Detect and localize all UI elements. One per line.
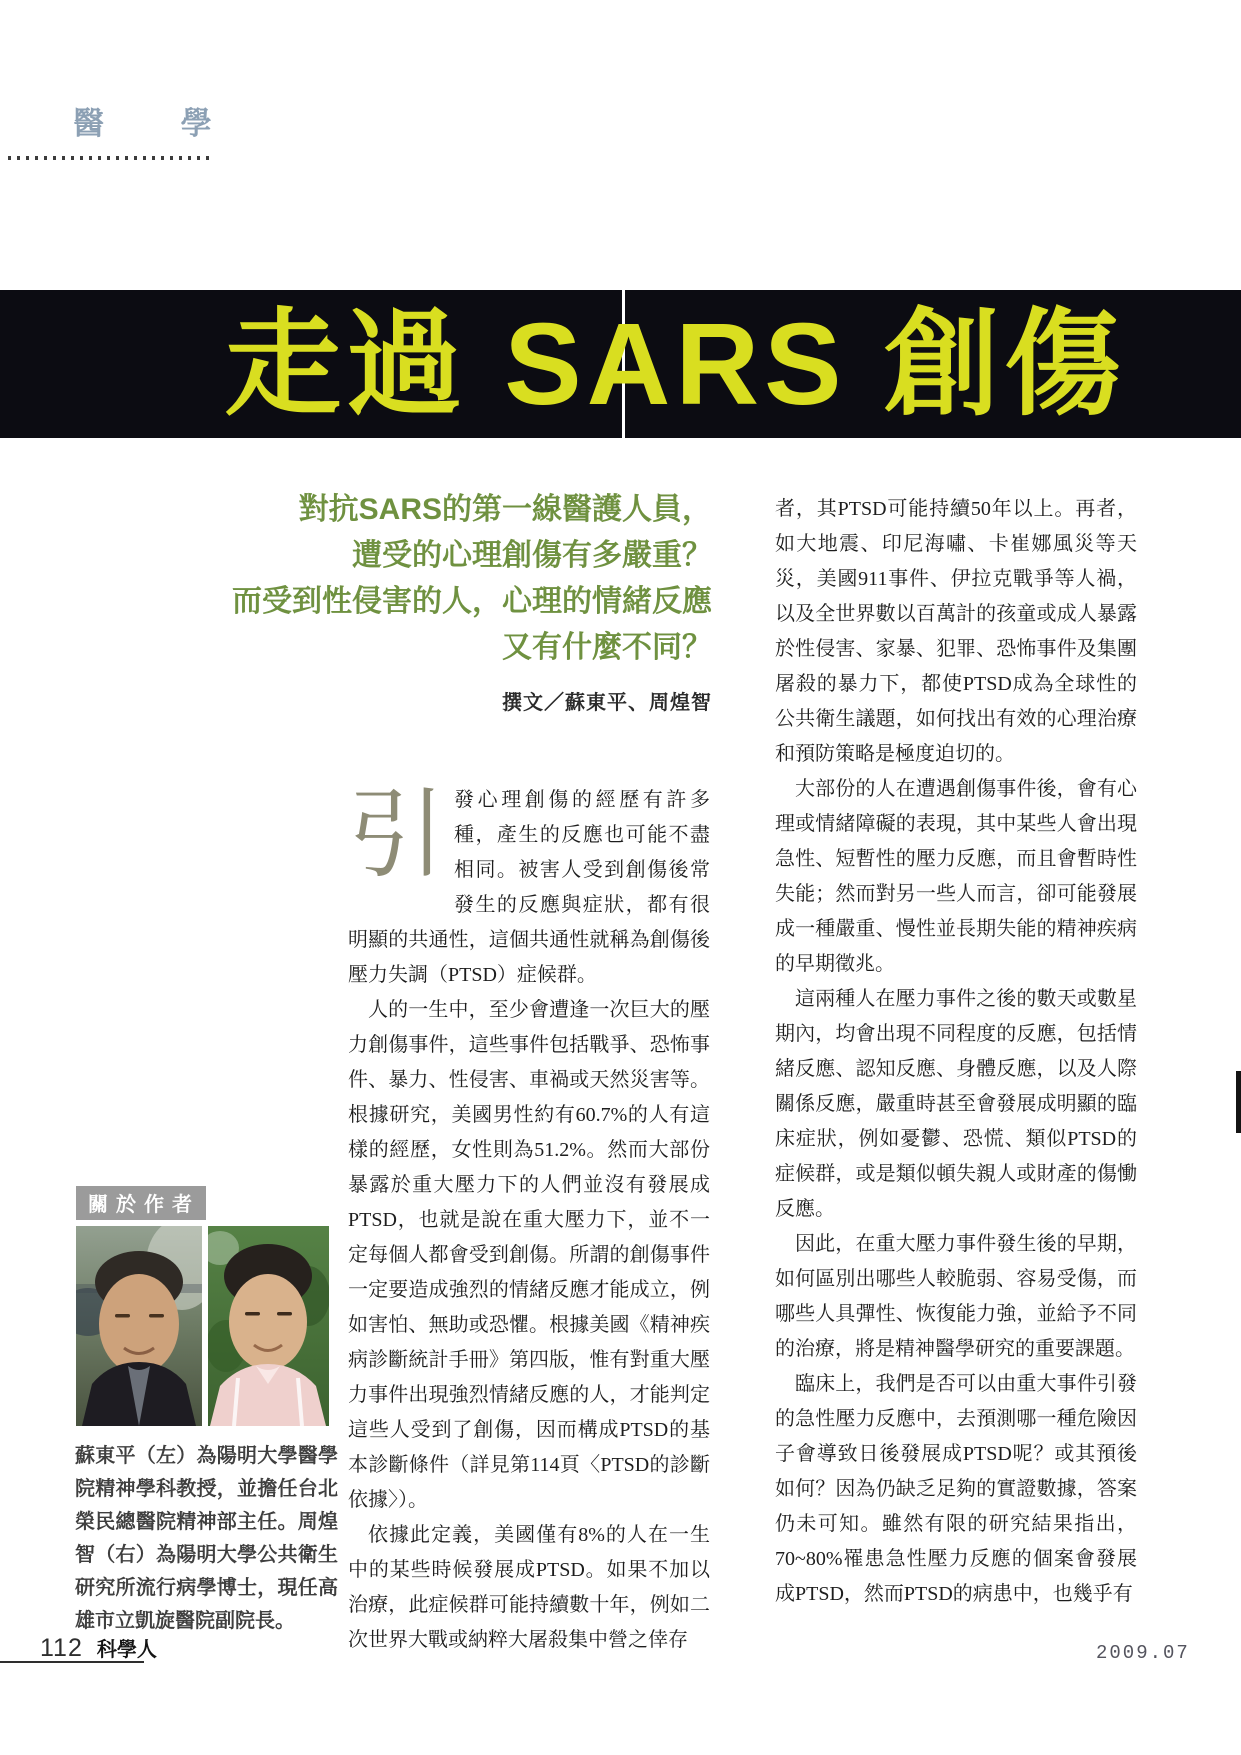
issue-date: 2009.07 bbox=[1096, 1642, 1190, 1664]
author-photo-left bbox=[76, 1226, 202, 1426]
magazine-name: 科學人 bbox=[96, 1639, 157, 1661]
page-number: 112 bbox=[40, 1634, 83, 1662]
paragraph bbox=[348, 783, 710, 993]
section-category-label: 醫 學 bbox=[73, 106, 246, 141]
paragraph: 人的一生中，至少會遭逢一次巨大的壓力創傷事件，這些事件包括戰爭、恐怖事件、暴力、性侵害、車禍或天然災害等。根據研究，美國男性約有60.7%的人有這樣的經歷，女性則為51.2%。然而大部份暴露於重大壓力下的人們並沒有發展成PTSD，也就是說在重大壓力下，並不一定每個人都會受到創傷。所謂的創傷事件一定要造成強烈的情緒反應才能成立，例如害怕、無助或恐懼。根據美國《精神疾病診斷統計手冊》第四版，惟有對重大壓力事件出現強烈情緒反應的人，才能判定這些人受到了創傷，因而構成PTSD的基本診斷條件（詳見第114頁〈PTSD的診斷依據〉）。 bbox=[348, 999, 710, 1511]
page-edge-mark bbox=[1236, 1071, 1241, 1133]
intro-line: 遭受的心理創傷有多嚴重？ bbox=[352, 539, 712, 572]
intro-line: 又有什麼不同？ bbox=[502, 631, 712, 664]
intro-line: 而受到性侵害的人，心理的情緒反應 bbox=[232, 585, 712, 618]
article-title: 走過 SARS 創傷 bbox=[225, 299, 1126, 429]
intro-line: 對抗SARS的第一線醫護人員， bbox=[298, 493, 712, 526]
paragraph: 依據此定義，美國僅有8%的人在一生中的某些時候發展成PTSD。如果不加以治療，此症候群可能持續數十年，例如二次世界大戰或納粹大屠殺集中營之倖存 bbox=[348, 1524, 710, 1651]
paragraph: 這兩種人在壓力事件之後的數天或數星期內，均會出現不同程度的反應，包括情緒反應、認知反應、身體反應，以及人際關係反應，嚴重時甚至會發展成明顯的臨床症狀，例如憂鬱、恐慌、類似PTSD的症候群，或是類似頓失親人或財產的傷慟反應。 bbox=[775, 988, 1137, 1220]
author-bio: 蘇東平（左）為陽明大學醫學院精神學科教授，並擔任台北榮民總醫院精神部主任。周煌智（右）為陽明大學公共衛生研究所流行病學博士，現任高雄市立凱旋醫院副院長。 bbox=[75, 1445, 338, 1632]
paragraph-text: 發心理創傷的經歷有許多種，產生的反應也可能不盡相同。被害人受到創傷後常發生的反應與症狀，都有很明顯的共通性，這個共通性就稱為創傷後壓力失調（PTSD）症候群。 bbox=[348, 789, 710, 986]
footer-left bbox=[40, 1633, 157, 1663]
byline: 撰文／蘇東平、周煌智 bbox=[502, 692, 712, 714]
body-column-right bbox=[775, 492, 1137, 1612]
dotted-divider bbox=[8, 156, 215, 160]
about-author-label: 關於作者 bbox=[76, 1186, 206, 1220]
body-column-left bbox=[348, 783, 710, 1658]
author-photo-right bbox=[208, 1226, 329, 1426]
drop-cap: 引 bbox=[348, 782, 445, 889]
paragraph: 者，其PTSD可能持續50年以上。再者，如大地震、印尼海嘯、卡崔娜風災等天災，美國911事件、伊拉克戰爭等人禍，以及全世界數以百萬計的孩童或成人暴露於性侵害、家暴、犯罪、恐怖事件及集團屠殺的暴力下，都使PTSD成為全球性的公共衛生議題，如何找出有效的心理治療和預防策略是極度迫切的。 bbox=[775, 498, 1137, 765]
paragraph: 大部份的人在遭遇創傷事件後，會有心理或情緒障礙的表現，其中某些人會出現急性、短暫性的壓力反應，而且會暫時性失能；然而對另一些人而言，卻可能發展成一種嚴重、慢性並長期失能的精神疾病的早期徵兆。 bbox=[775, 778, 1137, 975]
paragraph: 因此，在重大壓力事件發生後的早期，如何區別出哪些人較脆弱、容易受傷，而哪些人具彈性、恢復能力強，並給予不同的治療，將是精神醫學研究的重要課題。 bbox=[775, 1233, 1137, 1360]
paragraph: 臨床上，我們是否可以由重大事件引發的急性壓力反應中，去預測哪一種危險因子會導致日後發展成PTSD呢？或其預後如何？因為仍缺乏足夠的實證數據，答案仍未可知。雖然有限的研究結果指出，70~80%罹患急性壓力反應的個案會發展成PTSD，然而PTSD的病患中，也幾乎有 bbox=[775, 1373, 1137, 1605]
intro-deck bbox=[222, 487, 712, 671]
title-banner bbox=[0, 290, 1241, 438]
author-photos bbox=[76, 1226, 329, 1426]
